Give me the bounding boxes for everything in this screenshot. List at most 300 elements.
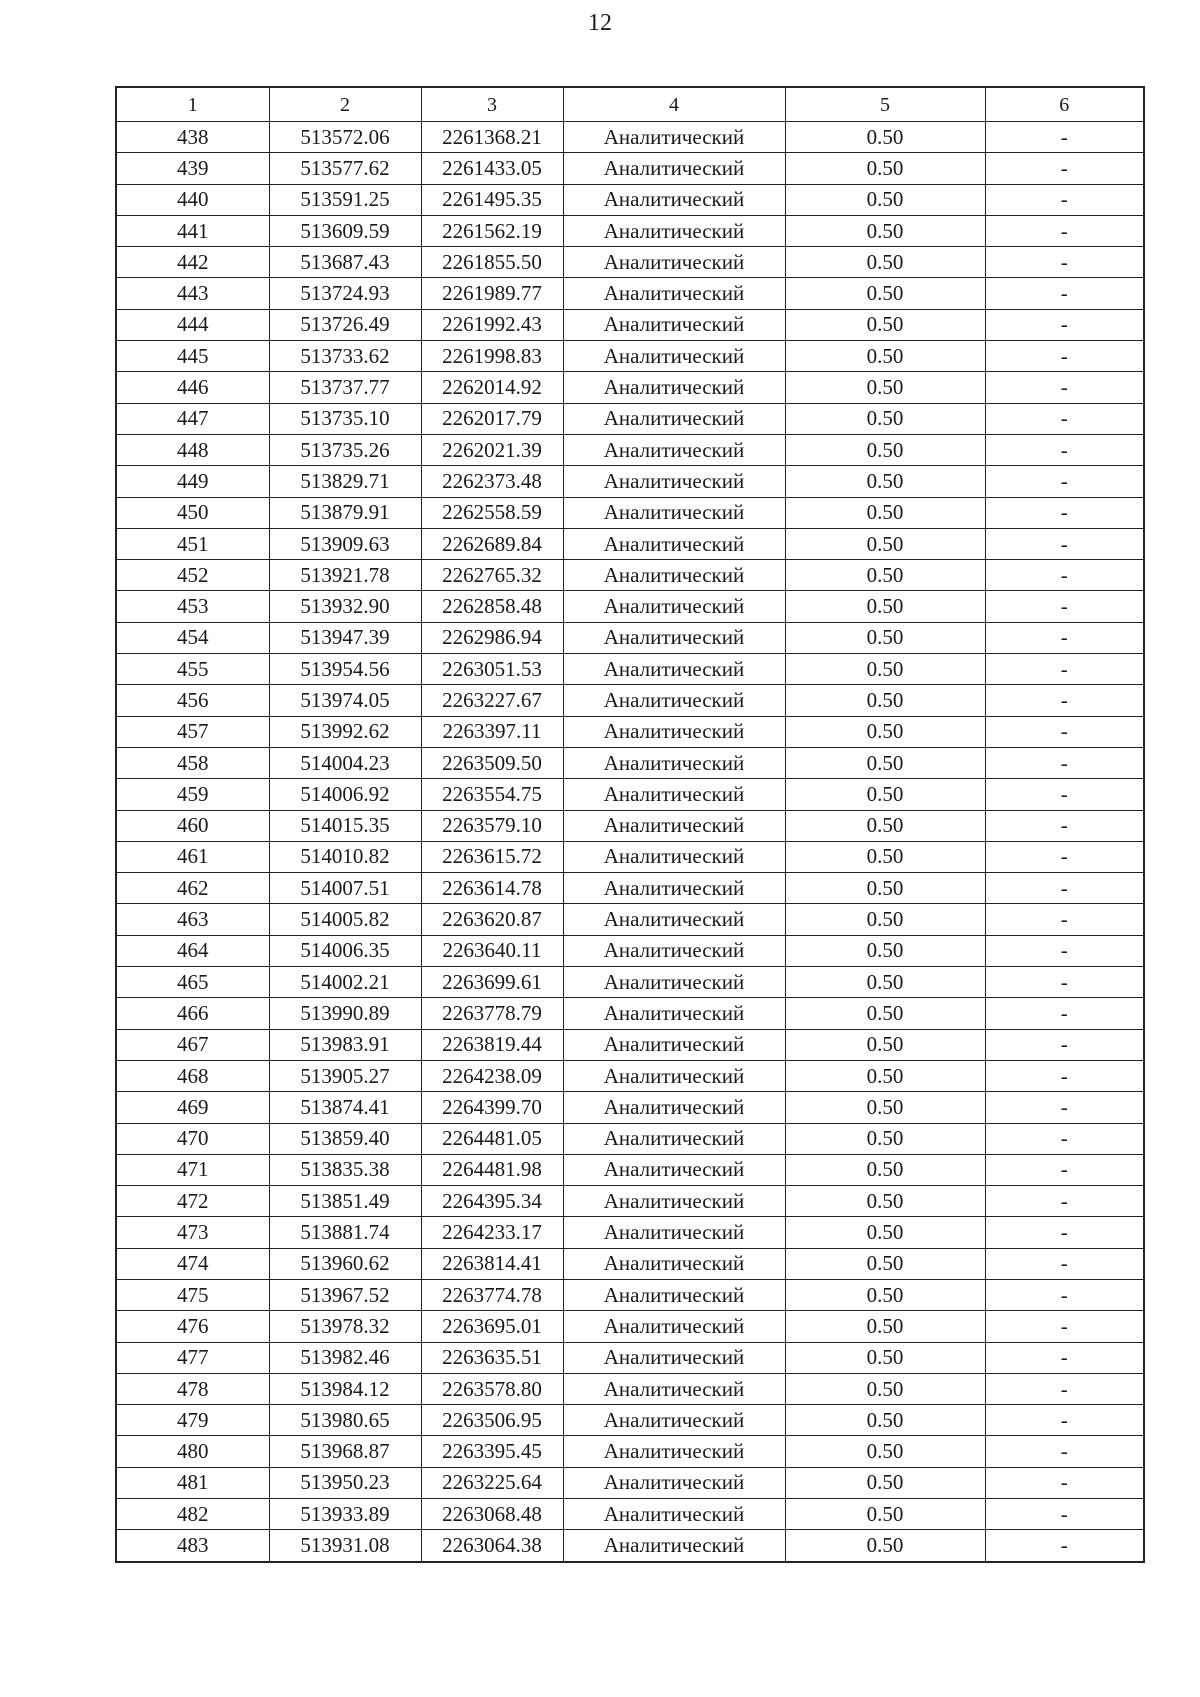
table-row [116, 967, 1144, 998]
table-row [116, 1279, 1144, 1310]
header-cell-2: 2 [269, 87, 421, 122]
point-number-cell: 461 [116, 841, 269, 872]
accuracy-cell: 0.50 [785, 747, 985, 778]
note-cell: - [985, 1530, 1144, 1562]
accuracy-cell: 0.50 [785, 403, 985, 434]
method-cell: Аналитический [563, 779, 785, 810]
table-row [116, 184, 1144, 215]
method-cell: Аналитический [563, 1029, 785, 1060]
method-cell: Аналитический [563, 1405, 785, 1436]
table-row [116, 528, 1144, 559]
accuracy-cell: 0.50 [785, 1499, 985, 1530]
y-coordinate-cell: 2262017.79 [421, 403, 563, 434]
method-cell: Аналитический [563, 560, 785, 591]
point-number-cell: 473 [116, 1217, 269, 1248]
point-number-cell: 456 [116, 685, 269, 716]
point-number-cell: 482 [116, 1499, 269, 1530]
table-row [116, 935, 1144, 966]
y-coordinate-cell: 2263635.51 [421, 1342, 563, 1373]
accuracy-cell: 0.50 [785, 998, 985, 1029]
y-coordinate-cell: 2261998.83 [421, 341, 563, 372]
table-row [116, 1436, 1144, 1467]
x-coordinate-cell: 513983.91 [269, 1029, 421, 1060]
point-number-cell: 477 [116, 1342, 269, 1373]
y-coordinate-cell: 2262373.48 [421, 466, 563, 497]
method-cell: Аналитический [563, 1279, 785, 1310]
accuracy-cell: 0.50 [785, 716, 985, 747]
point-number-cell: 464 [116, 935, 269, 966]
table-row [116, 1530, 1144, 1562]
x-coordinate-cell: 513982.46 [269, 1342, 421, 1373]
point-number-cell: 468 [116, 1060, 269, 1091]
x-coordinate-cell: 513609.59 [269, 215, 421, 246]
accuracy-cell: 0.50 [785, 1092, 985, 1123]
note-cell: - [985, 1186, 1144, 1217]
y-coordinate-cell: 2263615.72 [421, 841, 563, 872]
method-cell: Аналитический [563, 1123, 785, 1154]
method-cell: Аналитический [563, 341, 785, 372]
note-cell: - [985, 372, 1144, 403]
y-coordinate-cell: 2263578.80 [421, 1373, 563, 1404]
point-number-cell: 449 [116, 466, 269, 497]
y-coordinate-cell: 2262021.39 [421, 434, 563, 465]
table-row [116, 1467, 1144, 1498]
method-cell: Аналитический [563, 122, 785, 153]
x-coordinate-cell: 513735.10 [269, 403, 421, 434]
method-cell: Аналитический [563, 1248, 785, 1279]
method-cell: Аналитический [563, 372, 785, 403]
accuracy-cell: 0.50 [785, 967, 985, 998]
note-cell: - [985, 1060, 1144, 1091]
y-coordinate-cell: 2264238.09 [421, 1060, 563, 1091]
y-coordinate-cell: 2264481.98 [421, 1154, 563, 1185]
note-cell: - [985, 153, 1144, 184]
table-row [116, 1060, 1144, 1091]
point-number-cell: 483 [116, 1530, 269, 1562]
table-row [116, 873, 1144, 904]
method-cell: Аналитический [563, 935, 785, 966]
note-cell: - [985, 1405, 1144, 1436]
method-cell: Аналитический [563, 1217, 785, 1248]
method-cell: Аналитический [563, 247, 785, 278]
method-cell: Аналитический [563, 747, 785, 778]
table-row [116, 1373, 1144, 1404]
y-coordinate-cell: 2261855.50 [421, 247, 563, 278]
accuracy-cell: 0.50 [785, 1186, 985, 1217]
note-cell: - [985, 560, 1144, 591]
x-coordinate-cell: 513950.23 [269, 1467, 421, 1498]
table-row [116, 622, 1144, 653]
table-row [116, 1499, 1144, 1530]
note-cell: - [985, 528, 1144, 559]
y-coordinate-cell: 2263227.67 [421, 685, 563, 716]
accuracy-cell: 0.50 [785, 153, 985, 184]
method-cell: Аналитический [563, 309, 785, 340]
note-cell: - [985, 122, 1144, 153]
method-cell: Аналитический [563, 841, 785, 872]
table-row [116, 372, 1144, 403]
note-cell: - [985, 403, 1144, 434]
table-row [116, 1154, 1144, 1185]
x-coordinate-cell: 513980.65 [269, 1405, 421, 1436]
note-cell: - [985, 1279, 1144, 1310]
method-cell: Аналитический [563, 622, 785, 653]
x-coordinate-cell: 513947.39 [269, 622, 421, 653]
note-cell: - [985, 904, 1144, 935]
y-coordinate-cell: 2263819.44 [421, 1029, 563, 1060]
point-number-cell: 478 [116, 1373, 269, 1404]
table-row [116, 215, 1144, 246]
y-coordinate-cell: 2263579.10 [421, 810, 563, 841]
x-coordinate-cell: 513990.89 [269, 998, 421, 1029]
table-row [116, 654, 1144, 685]
x-coordinate-cell: 513572.06 [269, 122, 421, 153]
page-number: 12 [588, 10, 612, 36]
method-cell: Аналитический [563, 1060, 785, 1091]
note-cell: - [985, 1154, 1144, 1185]
x-coordinate-cell: 513984.12 [269, 1373, 421, 1404]
y-coordinate-cell: 2263506.95 [421, 1405, 563, 1436]
table-row [116, 1217, 1144, 1248]
method-cell: Аналитический [563, 591, 785, 622]
method-cell: Аналитический [563, 1530, 785, 1562]
point-number-cell: 460 [116, 810, 269, 841]
y-coordinate-cell: 2263699.61 [421, 967, 563, 998]
table-row [116, 466, 1144, 497]
y-coordinate-cell: 2263614.78 [421, 873, 563, 904]
point-number-cell: 450 [116, 497, 269, 528]
x-coordinate-cell: 513577.62 [269, 153, 421, 184]
method-cell: Аналитический [563, 1092, 785, 1123]
method-cell: Аналитический [563, 528, 785, 559]
x-coordinate-cell: 513992.62 [269, 716, 421, 747]
y-coordinate-cell: 2263774.78 [421, 1279, 563, 1310]
method-cell: Аналитический [563, 1154, 785, 1185]
table-row [116, 904, 1144, 935]
table-row [116, 998, 1144, 1029]
table-row [116, 1342, 1144, 1373]
header-cell-4: 4 [563, 87, 785, 122]
x-coordinate-cell: 513735.26 [269, 434, 421, 465]
accuracy-cell: 0.50 [785, 810, 985, 841]
header-cell-5: 5 [785, 87, 985, 122]
point-number-cell: 462 [116, 873, 269, 904]
point-number-cell: 475 [116, 1279, 269, 1310]
point-number-cell: 438 [116, 122, 269, 153]
x-coordinate-cell: 514006.35 [269, 935, 421, 966]
point-number-cell: 454 [116, 622, 269, 653]
table-row [116, 1029, 1144, 1060]
table-row [116, 779, 1144, 810]
method-cell: Аналитический [563, 434, 785, 465]
y-coordinate-cell: 2263051.53 [421, 654, 563, 685]
note-cell: - [985, 654, 1144, 685]
point-number-cell: 465 [116, 967, 269, 998]
table-row [116, 278, 1144, 309]
note-cell: - [985, 935, 1144, 966]
point-number-cell: 442 [116, 247, 269, 278]
x-coordinate-cell: 513591.25 [269, 184, 421, 215]
table-row [116, 247, 1144, 278]
note-cell: - [985, 998, 1144, 1029]
accuracy-cell: 0.50 [785, 654, 985, 685]
x-coordinate-cell: 514007.51 [269, 873, 421, 904]
table-row [116, 122, 1144, 153]
y-coordinate-cell: 2263225.64 [421, 1467, 563, 1498]
x-coordinate-cell: 513978.32 [269, 1311, 421, 1342]
accuracy-cell: 0.50 [785, 528, 985, 559]
note-cell: - [985, 1311, 1144, 1342]
table-row [116, 841, 1144, 872]
accuracy-cell: 0.50 [785, 278, 985, 309]
accuracy-cell: 0.50 [785, 309, 985, 340]
method-cell: Аналитический [563, 1499, 785, 1530]
point-number-cell: 480 [116, 1436, 269, 1467]
method-cell: Аналитический [563, 1342, 785, 1373]
table-row [116, 434, 1144, 465]
x-coordinate-cell: 513835.38 [269, 1154, 421, 1185]
x-coordinate-cell: 513733.62 [269, 341, 421, 372]
note-cell: - [985, 1467, 1144, 1498]
accuracy-cell: 0.50 [785, 1436, 985, 1467]
note-cell: - [985, 1029, 1144, 1060]
accuracy-cell: 0.50 [785, 591, 985, 622]
x-coordinate-cell: 513687.43 [269, 247, 421, 278]
note-cell: - [985, 434, 1144, 465]
table-row [116, 1092, 1144, 1123]
accuracy-cell: 0.50 [785, 1311, 985, 1342]
method-cell: Аналитический [563, 654, 785, 685]
point-number-cell: 466 [116, 998, 269, 1029]
y-coordinate-cell: 2264395.34 [421, 1186, 563, 1217]
accuracy-cell: 0.50 [785, 1530, 985, 1562]
accuracy-cell: 0.50 [785, 184, 985, 215]
table-row [116, 497, 1144, 528]
y-coordinate-cell: 2263778.79 [421, 998, 563, 1029]
point-number-cell: 481 [116, 1467, 269, 1498]
y-coordinate-cell: 2263395.45 [421, 1436, 563, 1467]
note-cell: - [985, 1123, 1144, 1154]
accuracy-cell: 0.50 [785, 1279, 985, 1310]
accuracy-cell: 0.50 [785, 466, 985, 497]
note-cell: - [985, 779, 1144, 810]
method-cell: Аналитический [563, 278, 785, 309]
accuracy-cell: 0.50 [785, 1248, 985, 1279]
point-number-cell: 458 [116, 747, 269, 778]
y-coordinate-cell: 2262558.59 [421, 497, 563, 528]
header-cell-6: 6 [985, 87, 1144, 122]
y-coordinate-cell: 2263554.75 [421, 779, 563, 810]
y-coordinate-cell: 2264399.70 [421, 1092, 563, 1123]
table-row [116, 810, 1144, 841]
point-number-cell: 440 [116, 184, 269, 215]
y-coordinate-cell: 2263064.38 [421, 1530, 563, 1562]
table-row [116, 716, 1144, 747]
note-cell: - [985, 967, 1144, 998]
note-cell: - [985, 1248, 1144, 1279]
method-cell: Аналитический [563, 904, 785, 935]
note-cell: - [985, 1342, 1144, 1373]
point-number-cell: 470 [116, 1123, 269, 1154]
accuracy-cell: 0.50 [785, 1373, 985, 1404]
table-row [116, 341, 1144, 372]
table-row [116, 153, 1144, 184]
accuracy-cell: 0.50 [785, 1154, 985, 1185]
table-row [116, 1248, 1144, 1279]
x-coordinate-cell: 513954.56 [269, 654, 421, 685]
point-number-cell: 441 [116, 215, 269, 246]
point-number-cell: 443 [116, 278, 269, 309]
header-cell-3: 3 [421, 87, 563, 122]
accuracy-cell: 0.50 [785, 372, 985, 403]
x-coordinate-cell: 514005.82 [269, 904, 421, 935]
accuracy-cell: 0.50 [785, 1405, 985, 1436]
header-row [116, 87, 1144, 122]
accuracy-cell: 0.50 [785, 622, 985, 653]
note-cell: - [985, 841, 1144, 872]
table-row [116, 1123, 1144, 1154]
table-row [116, 1311, 1144, 1342]
method-cell: Аналитический [563, 1373, 785, 1404]
point-number-cell: 445 [116, 341, 269, 372]
method-cell: Аналитический [563, 497, 785, 528]
note-cell: - [985, 1217, 1144, 1248]
note-cell: - [985, 215, 1144, 246]
accuracy-cell: 0.50 [785, 1342, 985, 1373]
table-row [116, 403, 1144, 434]
x-coordinate-cell: 514006.92 [269, 779, 421, 810]
point-number-cell: 463 [116, 904, 269, 935]
y-coordinate-cell: 2263397.11 [421, 716, 563, 747]
point-number-cell: 447 [116, 403, 269, 434]
y-coordinate-cell: 2264481.05 [421, 1123, 563, 1154]
y-coordinate-cell: 2262014.92 [421, 372, 563, 403]
note-cell: - [985, 1436, 1144, 1467]
y-coordinate-cell: 2263620.87 [421, 904, 563, 935]
method-cell: Аналитический [563, 998, 785, 1029]
accuracy-cell: 0.50 [785, 779, 985, 810]
note-cell: - [985, 873, 1144, 904]
method-cell: Аналитический [563, 466, 785, 497]
y-coordinate-cell: 2261495.35 [421, 184, 563, 215]
y-coordinate-cell: 2263695.01 [421, 1311, 563, 1342]
note-cell: - [985, 278, 1144, 309]
y-coordinate-cell: 2261989.77 [421, 278, 563, 309]
note-cell: - [985, 341, 1144, 372]
x-coordinate-cell: 513879.91 [269, 497, 421, 528]
table-row [116, 747, 1144, 778]
coordinates-table [115, 86, 1145, 1563]
accuracy-cell: 0.50 [785, 841, 985, 872]
point-number-cell: 476 [116, 1311, 269, 1342]
x-coordinate-cell: 513874.41 [269, 1092, 421, 1123]
method-cell: Аналитический [563, 810, 785, 841]
note-cell: - [985, 1499, 1144, 1530]
x-coordinate-cell: 514010.82 [269, 841, 421, 872]
point-number-cell: 471 [116, 1154, 269, 1185]
point-number-cell: 467 [116, 1029, 269, 1060]
method-cell: Аналитический [563, 403, 785, 434]
table-header [116, 87, 1144, 122]
note-cell: - [985, 247, 1144, 278]
table-row [116, 1405, 1144, 1436]
point-number-cell: 479 [116, 1405, 269, 1436]
y-coordinate-cell: 2263509.50 [421, 747, 563, 778]
y-coordinate-cell: 2264233.17 [421, 1217, 563, 1248]
accuracy-cell: 0.50 [785, 215, 985, 246]
x-coordinate-cell: 513933.89 [269, 1499, 421, 1530]
table-row [116, 560, 1144, 591]
y-coordinate-cell: 2263640.11 [421, 935, 563, 966]
method-cell: Аналитический [563, 1467, 785, 1498]
y-coordinate-cell: 2262689.84 [421, 528, 563, 559]
point-number-cell: 448 [116, 434, 269, 465]
accuracy-cell: 0.50 [785, 685, 985, 716]
note-cell: - [985, 309, 1144, 340]
note-cell: - [985, 685, 1144, 716]
x-coordinate-cell: 513974.05 [269, 685, 421, 716]
note-cell: - [985, 747, 1144, 778]
accuracy-cell: 0.50 [785, 497, 985, 528]
accuracy-cell: 0.50 [785, 1123, 985, 1154]
x-coordinate-cell: 513921.78 [269, 560, 421, 591]
y-coordinate-cell: 2263814.41 [421, 1248, 563, 1279]
table-row [116, 309, 1144, 340]
note-cell: - [985, 466, 1144, 497]
x-coordinate-cell: 513724.93 [269, 278, 421, 309]
accuracy-cell: 0.50 [785, 341, 985, 372]
note-cell: - [985, 1092, 1144, 1123]
point-number-cell: 457 [116, 716, 269, 747]
point-number-cell: 446 [116, 372, 269, 403]
x-coordinate-cell: 514002.21 [269, 967, 421, 998]
y-coordinate-cell: 2262765.32 [421, 560, 563, 591]
accuracy-cell: 0.50 [785, 560, 985, 591]
x-coordinate-cell: 514004.23 [269, 747, 421, 778]
x-coordinate-cell: 513931.08 [269, 1530, 421, 1562]
method-cell: Аналитический [563, 716, 785, 747]
accuracy-cell: 0.50 [785, 1029, 985, 1060]
note-cell: - [985, 184, 1144, 215]
x-coordinate-cell: 514015.35 [269, 810, 421, 841]
accuracy-cell: 0.50 [785, 1217, 985, 1248]
accuracy-cell: 0.50 [785, 122, 985, 153]
y-coordinate-cell: 2261368.21 [421, 122, 563, 153]
y-coordinate-cell: 2261433.05 [421, 153, 563, 184]
x-coordinate-cell: 513881.74 [269, 1217, 421, 1248]
point-number-cell: 455 [116, 654, 269, 685]
method-cell: Аналитический [563, 153, 785, 184]
note-cell: - [985, 1373, 1144, 1404]
x-coordinate-cell: 513726.49 [269, 309, 421, 340]
accuracy-cell: 0.50 [785, 1467, 985, 1498]
accuracy-cell: 0.50 [785, 935, 985, 966]
method-cell: Аналитический [563, 1186, 785, 1217]
y-coordinate-cell: 2261992.43 [421, 309, 563, 340]
x-coordinate-cell: 513960.62 [269, 1248, 421, 1279]
method-cell: Аналитический [563, 184, 785, 215]
y-coordinate-cell: 2261562.19 [421, 215, 563, 246]
method-cell: Аналитический [563, 215, 785, 246]
point-number-cell: 451 [116, 528, 269, 559]
method-cell: Аналитический [563, 1436, 785, 1467]
point-number-cell: 474 [116, 1248, 269, 1279]
y-coordinate-cell: 2262986.94 [421, 622, 563, 653]
accuracy-cell: 0.50 [785, 1060, 985, 1091]
point-number-cell: 472 [116, 1186, 269, 1217]
method-cell: Аналитический [563, 873, 785, 904]
y-coordinate-cell: 2262858.48 [421, 591, 563, 622]
